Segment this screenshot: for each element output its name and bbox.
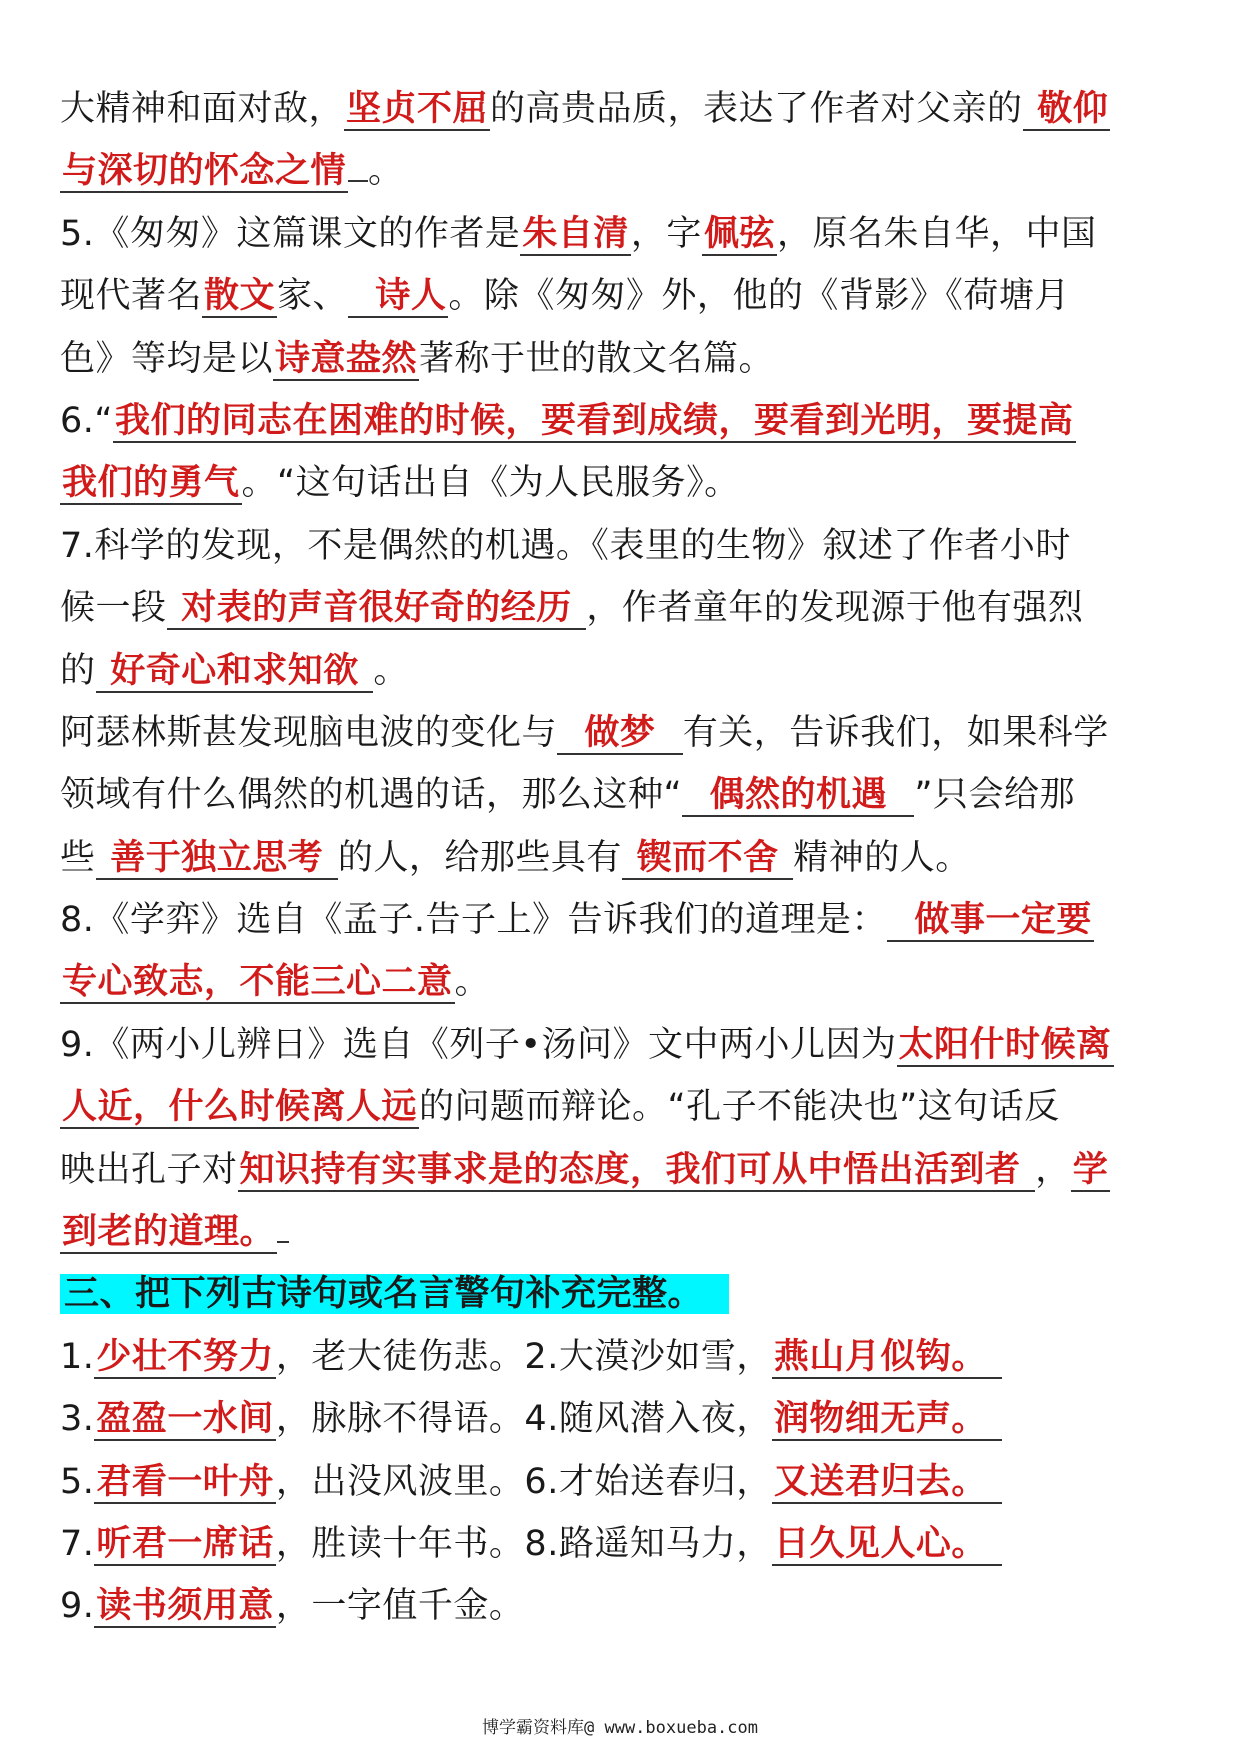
answer-fill: 听君一席话 bbox=[96, 1523, 274, 1564]
blank-underline bbox=[348, 140, 368, 182]
answer-fill: 好奇心和求知欲 bbox=[97, 650, 372, 691]
body-text: 有关，告诉我们，如果科学 bbox=[682, 712, 1109, 753]
answer-fill: 又送君归去。 bbox=[773, 1461, 1000, 1502]
body-text: 领域有什么偶然的机遇的话，那么这种“ bbox=[60, 775, 683, 816]
text-line bbox=[60, 640, 1182, 702]
text-line bbox=[60, 515, 1182, 577]
blank-underline bbox=[277, 1201, 289, 1243]
body-text: 精神的人。 bbox=[793, 837, 971, 878]
body-text: 8.《学弈》选自《孟子.告子上》告诉我们的道理是： bbox=[60, 900, 888, 941]
body-text: 9.《两小儿辨日》选自《列子•汤问》文中两小儿因为 bbox=[60, 1024, 897, 1065]
text-line bbox=[60, 1513, 1182, 1575]
body-text: 3. bbox=[60, 1399, 95, 1440]
text-line bbox=[60, 265, 1182, 327]
body-text: 的人，给那些具有 bbox=[337, 837, 622, 878]
body-text: 阿瑟林斯甚发现脑电波的变化与 bbox=[60, 712, 558, 753]
answer-fill: 散文 bbox=[204, 276, 276, 317]
body-text: 。“这句话出自《为人民服务》。 bbox=[241, 463, 740, 504]
text-line bbox=[60, 1451, 1182, 1513]
body-text: 家、 bbox=[277, 276, 349, 317]
body-text: 的 bbox=[60, 650, 96, 691]
answer-fill: 学 bbox=[1072, 1149, 1109, 1190]
text-line bbox=[60, 1139, 1182, 1201]
body-text: 9. bbox=[60, 1586, 95, 1627]
body-text: 的问题而辩论。“孔子不能决也”这句话反 bbox=[419, 1087, 1060, 1128]
answer-fill: 与深切的怀念之情 bbox=[62, 151, 347, 192]
answer-fill: 敬仰 bbox=[1024, 89, 1109, 129]
answer-fill: 读书须用意 bbox=[96, 1586, 274, 1627]
text-line bbox=[60, 78, 1182, 140]
answer-fill: 我们的同志在困难的时候，要看到成绩，要看到光明，要提高 bbox=[115, 400, 1074, 441]
body-text: 大精神和面对敌， bbox=[60, 89, 345, 129]
section-heading-text: 三、把下列古诗句或名言警句补充完整。 bbox=[60, 1274, 729, 1314]
answer-fill: 锲而不舍 bbox=[623, 837, 792, 878]
text-line bbox=[60, 889, 1182, 951]
answer-fill: 专心致志，不能三心二意 bbox=[62, 962, 453, 1003]
text-line bbox=[60, 452, 1182, 514]
answer-fill: 盈盈一水间 bbox=[96, 1399, 274, 1440]
text-line bbox=[60, 1014, 1182, 1076]
answer-fill: 少壮不努力 bbox=[96, 1336, 274, 1377]
text-line bbox=[60, 328, 1182, 390]
body-text: 著称于世的散文名篇。 bbox=[419, 338, 775, 379]
text-line bbox=[60, 1326, 1182, 1388]
body-text: ，老大徒伤悲。2.大漠沙如雪， bbox=[275, 1336, 772, 1377]
body-text: 1. bbox=[60, 1336, 95, 1377]
text-line bbox=[60, 1201, 1182, 1263]
answer-fill: 偶然的机遇 bbox=[684, 775, 913, 816]
body-text: 些 bbox=[60, 837, 96, 878]
body-text: ”只会给那 bbox=[914, 775, 1076, 816]
body-text: ， bbox=[1035, 1149, 1071, 1190]
answer-fill: 我们的勇气 bbox=[62, 463, 240, 504]
text-line bbox=[60, 702, 1182, 764]
body-text: ，脉脉不得语。4.随风潜入夜， bbox=[275, 1399, 772, 1440]
answer-fill: 做梦 bbox=[559, 712, 681, 753]
text-line bbox=[60, 827, 1182, 889]
body-text: 映出孔子对 bbox=[60, 1149, 238, 1190]
body-text: 。除《匆匆》外，他的《背影》《荷塘月 bbox=[448, 276, 1070, 317]
document-body bbox=[60, 78, 1182, 1638]
text-line bbox=[60, 577, 1182, 639]
answer-fill: 日久见人心。 bbox=[773, 1523, 1000, 1564]
body-text: ，一字值千金。 bbox=[275, 1586, 525, 1627]
answer-fill: 知识持有实事求是的态度，我们可从中悟出活到者 bbox=[239, 1149, 1034, 1190]
body-text: 5.《匆匆》这篇课文的作者是 bbox=[60, 213, 521, 254]
body-text: 5. bbox=[60, 1461, 95, 1502]
body-text: 。 bbox=[454, 962, 491, 1003]
body-text: 色》等均是以 bbox=[60, 338, 274, 379]
text-line bbox=[60, 1575, 1182, 1637]
body-text: 7. bbox=[60, 1523, 95, 1564]
body-text: 7.科学的发现，不是偶然的机遇。《表里的生物》叙述了作者小时 bbox=[60, 525, 1071, 566]
text-line bbox=[60, 390, 1182, 452]
body-text: ，胜读十年书。8.路遥知马力， bbox=[275, 1523, 772, 1564]
body-text: ，出没风波里。6.才始送春归， bbox=[275, 1461, 772, 1502]
text-line bbox=[60, 140, 1182, 202]
text-line bbox=[60, 951, 1182, 1013]
answer-fill: 善于独立思考 bbox=[97, 837, 336, 878]
answer-fill: 坚贞不屈 bbox=[346, 89, 489, 129]
answer-fill: 对表的声音很好奇的经历 bbox=[168, 588, 585, 629]
answer-fill: 太阳什时候离 bbox=[898, 1024, 1112, 1065]
body-text: 现代著名 bbox=[60, 276, 203, 317]
footer-watermark: 博学霸资料库@ www.boxueba.com bbox=[482, 1718, 758, 1738]
body-text: 6.“ bbox=[60, 400, 114, 441]
body-text: 候一段 bbox=[60, 588, 167, 629]
text-line bbox=[60, 1388, 1182, 1450]
answer-fill: 润物细无声。 bbox=[773, 1399, 1000, 1440]
body-text: ，作者童年的发现源于他有强烈 bbox=[586, 588, 1084, 629]
answer-fill: 佩弦 bbox=[703, 213, 775, 254]
body-text: 。 bbox=[368, 151, 404, 192]
answer-fill: 人近，什么时候离人远 bbox=[62, 1087, 418, 1128]
body-text: 的高贵品质，表达了作者对父亲的 bbox=[490, 89, 1023, 129]
answer-fill: 到老的道理。 bbox=[62, 1212, 276, 1253]
text-line bbox=[60, 1076, 1182, 1138]
answer-fill: 做事一定要 bbox=[889, 900, 1092, 941]
text-line bbox=[60, 203, 1182, 265]
answer-fill: 君看一叶舟 bbox=[96, 1461, 274, 1502]
answer-fill: 诗人 bbox=[350, 276, 447, 317]
text-line bbox=[60, 764, 1182, 826]
body-text: ，原名朱自华，中国 bbox=[776, 213, 1097, 254]
body-text: ，字 bbox=[630, 213, 702, 254]
body-text: 。 bbox=[373, 650, 409, 691]
answer-fill: 朱自清 bbox=[522, 213, 629, 254]
answer-fill: 诗意盎然 bbox=[275, 338, 418, 379]
answer-fill: 燕山月似钩。 bbox=[773, 1336, 1000, 1377]
section-heading bbox=[60, 1263, 1182, 1325]
